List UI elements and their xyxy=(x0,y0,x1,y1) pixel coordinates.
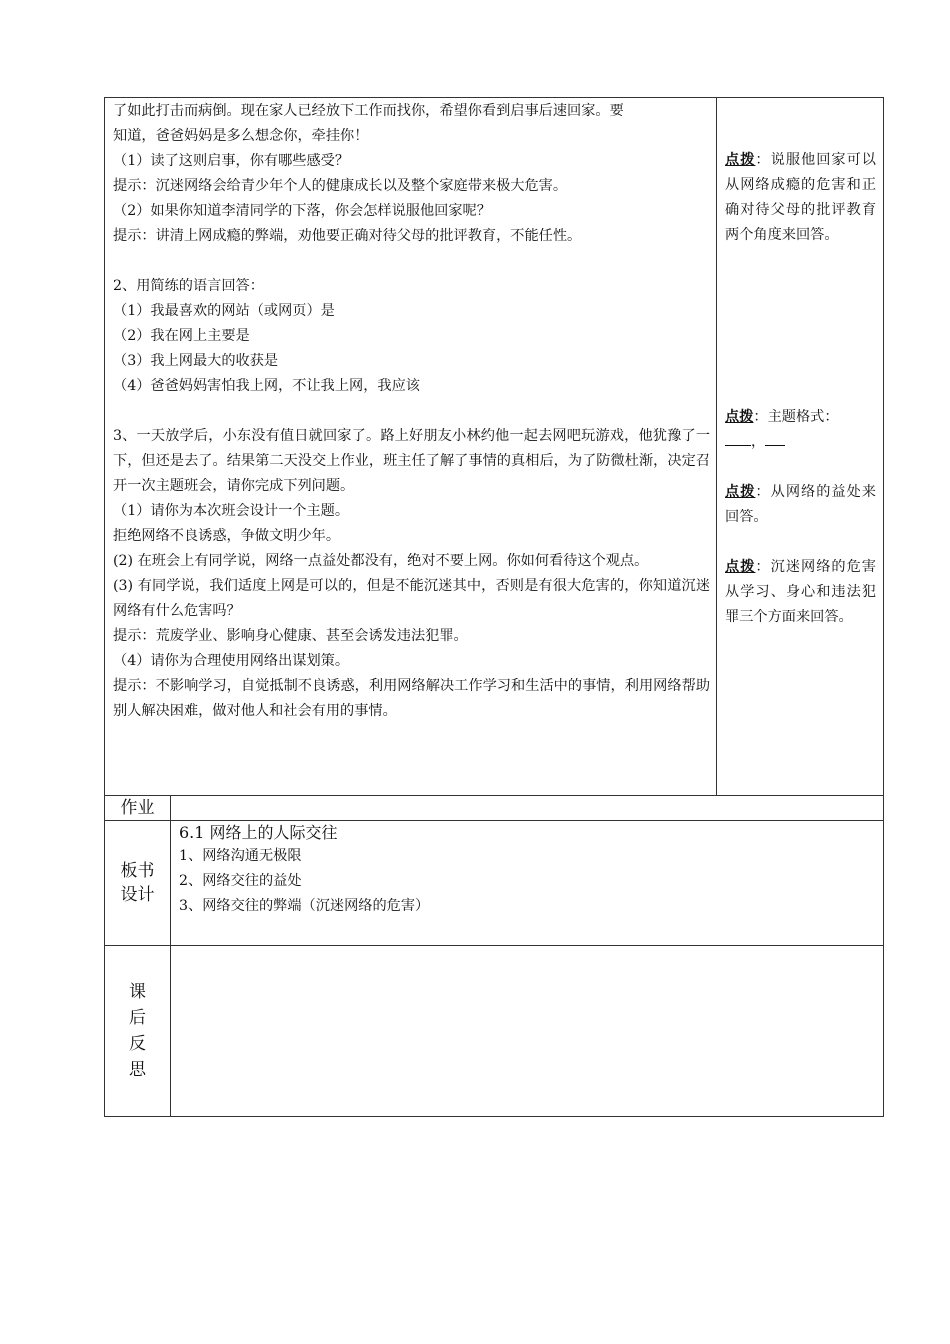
question-heading: 2、用简练的语言回答： xyxy=(113,278,264,294)
text-line: 了如此打击而病倒。现在家人已经放下工作而找你，希望你看到启事后速回家。要 xyxy=(113,103,624,119)
question-line: (2) 在班会上有同学说，网络一点益处都没有，绝对不要上网。你如何看待这个观点。 xyxy=(113,553,649,569)
theme-format-blanks: ， xyxy=(725,430,876,455)
tips-cell xyxy=(717,98,884,796)
board-label: 板书 设计 xyxy=(105,821,171,946)
answer-line: 拒绝网络不良诱惑，争做文明少年。 xyxy=(113,528,341,544)
question-line: （3）我上网最大的收获是 xyxy=(113,353,279,369)
question-line: （1）请你为本次班会设计一个主题。 xyxy=(113,503,350,519)
question-line: （1）读了这则启事，你有哪些感受？ xyxy=(113,153,350,169)
hint-line: 提示：讲清上网成瘾的弊端，劝他要正确对待父母的批评教育，不能任性。 xyxy=(113,228,582,244)
text-line: 知道，爸爸妈妈是多么想念你，牵挂你！ xyxy=(113,128,369,144)
question-line: （1）我最喜欢的网站（或网页）是 xyxy=(113,303,335,319)
reflection-row xyxy=(105,946,884,1117)
tip-text: 说服他回家可以从网络成瘾的危害和正确对待父母的批评教育两个角度来回答。 xyxy=(725,152,877,243)
tip-key: 点拨 xyxy=(725,484,756,500)
lesson-plan-table xyxy=(104,97,884,1117)
tip-key: 点拨 xyxy=(725,559,756,575)
fill-blank xyxy=(725,431,751,446)
question-line: （4）请你为合理使用网络出谋划策。 xyxy=(113,653,350,669)
content-row xyxy=(105,98,884,796)
homework-row xyxy=(105,796,884,821)
hint-line: 提示：不影响学习，自觉抵制不良诱惑，利用网络解决工作学习和生活中的事情，利用网络帮助别人解决困难，做对他人和社会有用的事情。 xyxy=(113,678,711,719)
board-item: 2、网络交往的益处 xyxy=(179,873,302,889)
question-line: （2）如果你知道李清同学的下落，你会怎样说服他回家呢？ xyxy=(113,203,491,219)
board-content xyxy=(171,821,884,946)
question-line: (3) 有同学说，我们适度上网是可以的，但是不能沉迷其中，否则是有很大危害的，你知道沉迷网络有什么危害吗？ xyxy=(113,578,711,619)
reflection-label: 课 后 反 思 xyxy=(105,946,171,1117)
hint-line: 提示：荒废学业、影响身心健康、甚至会诱发违法犯罪。 xyxy=(113,628,468,644)
question-line: （4）爸爸妈妈害怕我上网，不让我上网，我应该 xyxy=(113,378,420,394)
board-title: 6.1 网络上的人际交往 xyxy=(179,823,338,842)
fill-blank xyxy=(765,431,785,446)
reflection-content xyxy=(171,946,884,1117)
tip-4: 点拨：沉迷网络的危害从学习、身心和违法犯罪三个方面来回答。 xyxy=(725,559,877,625)
exercise-cell xyxy=(105,98,717,796)
homework-label: 作业 xyxy=(105,796,171,821)
homework-content xyxy=(171,796,884,821)
question-intro: 3、一天放学后，小东没有值日就回家了。路上好朋友小林约他一起去网吧玩游戏，他犹豫了一下，但还是去了。结果第二天没交上作业，班主任了解了事情的真相后，为了防微杜渐，决定召开一次主题班会，请你完成下列问题。 xyxy=(113,428,711,494)
tip-text: 从网络的益处来回答。 xyxy=(725,484,876,525)
board-row xyxy=(105,821,884,946)
tip-key: 点拨 xyxy=(725,409,754,425)
tip-text: 主题格式： xyxy=(767,409,839,425)
tip-key: 点拨 xyxy=(725,152,756,168)
tip-2: 点拨：主题格式： xyxy=(725,409,839,425)
tip-3: 点拨：从网络的益处来回答。 xyxy=(725,484,876,525)
tip-text: 沉迷网络的危害从学习、身心和违法犯罪三个方面来回答。 xyxy=(725,559,877,625)
board-item: 3、网络交往的弊端（沉迷网络的危害） xyxy=(179,898,430,914)
hint-line: 提示：沉迷网络会给青少年个人的健康成长以及整个家庭带来极大危害。 xyxy=(113,178,568,194)
board-item: 1、网络沟通无极限 xyxy=(179,848,302,864)
tip-1: 点拨：说服他回家可以从网络成瘾的危害和正确对待父母的批评教育两个角度来回答。 xyxy=(725,152,877,243)
question-line: （2）我在网上主要是 xyxy=(113,328,250,344)
